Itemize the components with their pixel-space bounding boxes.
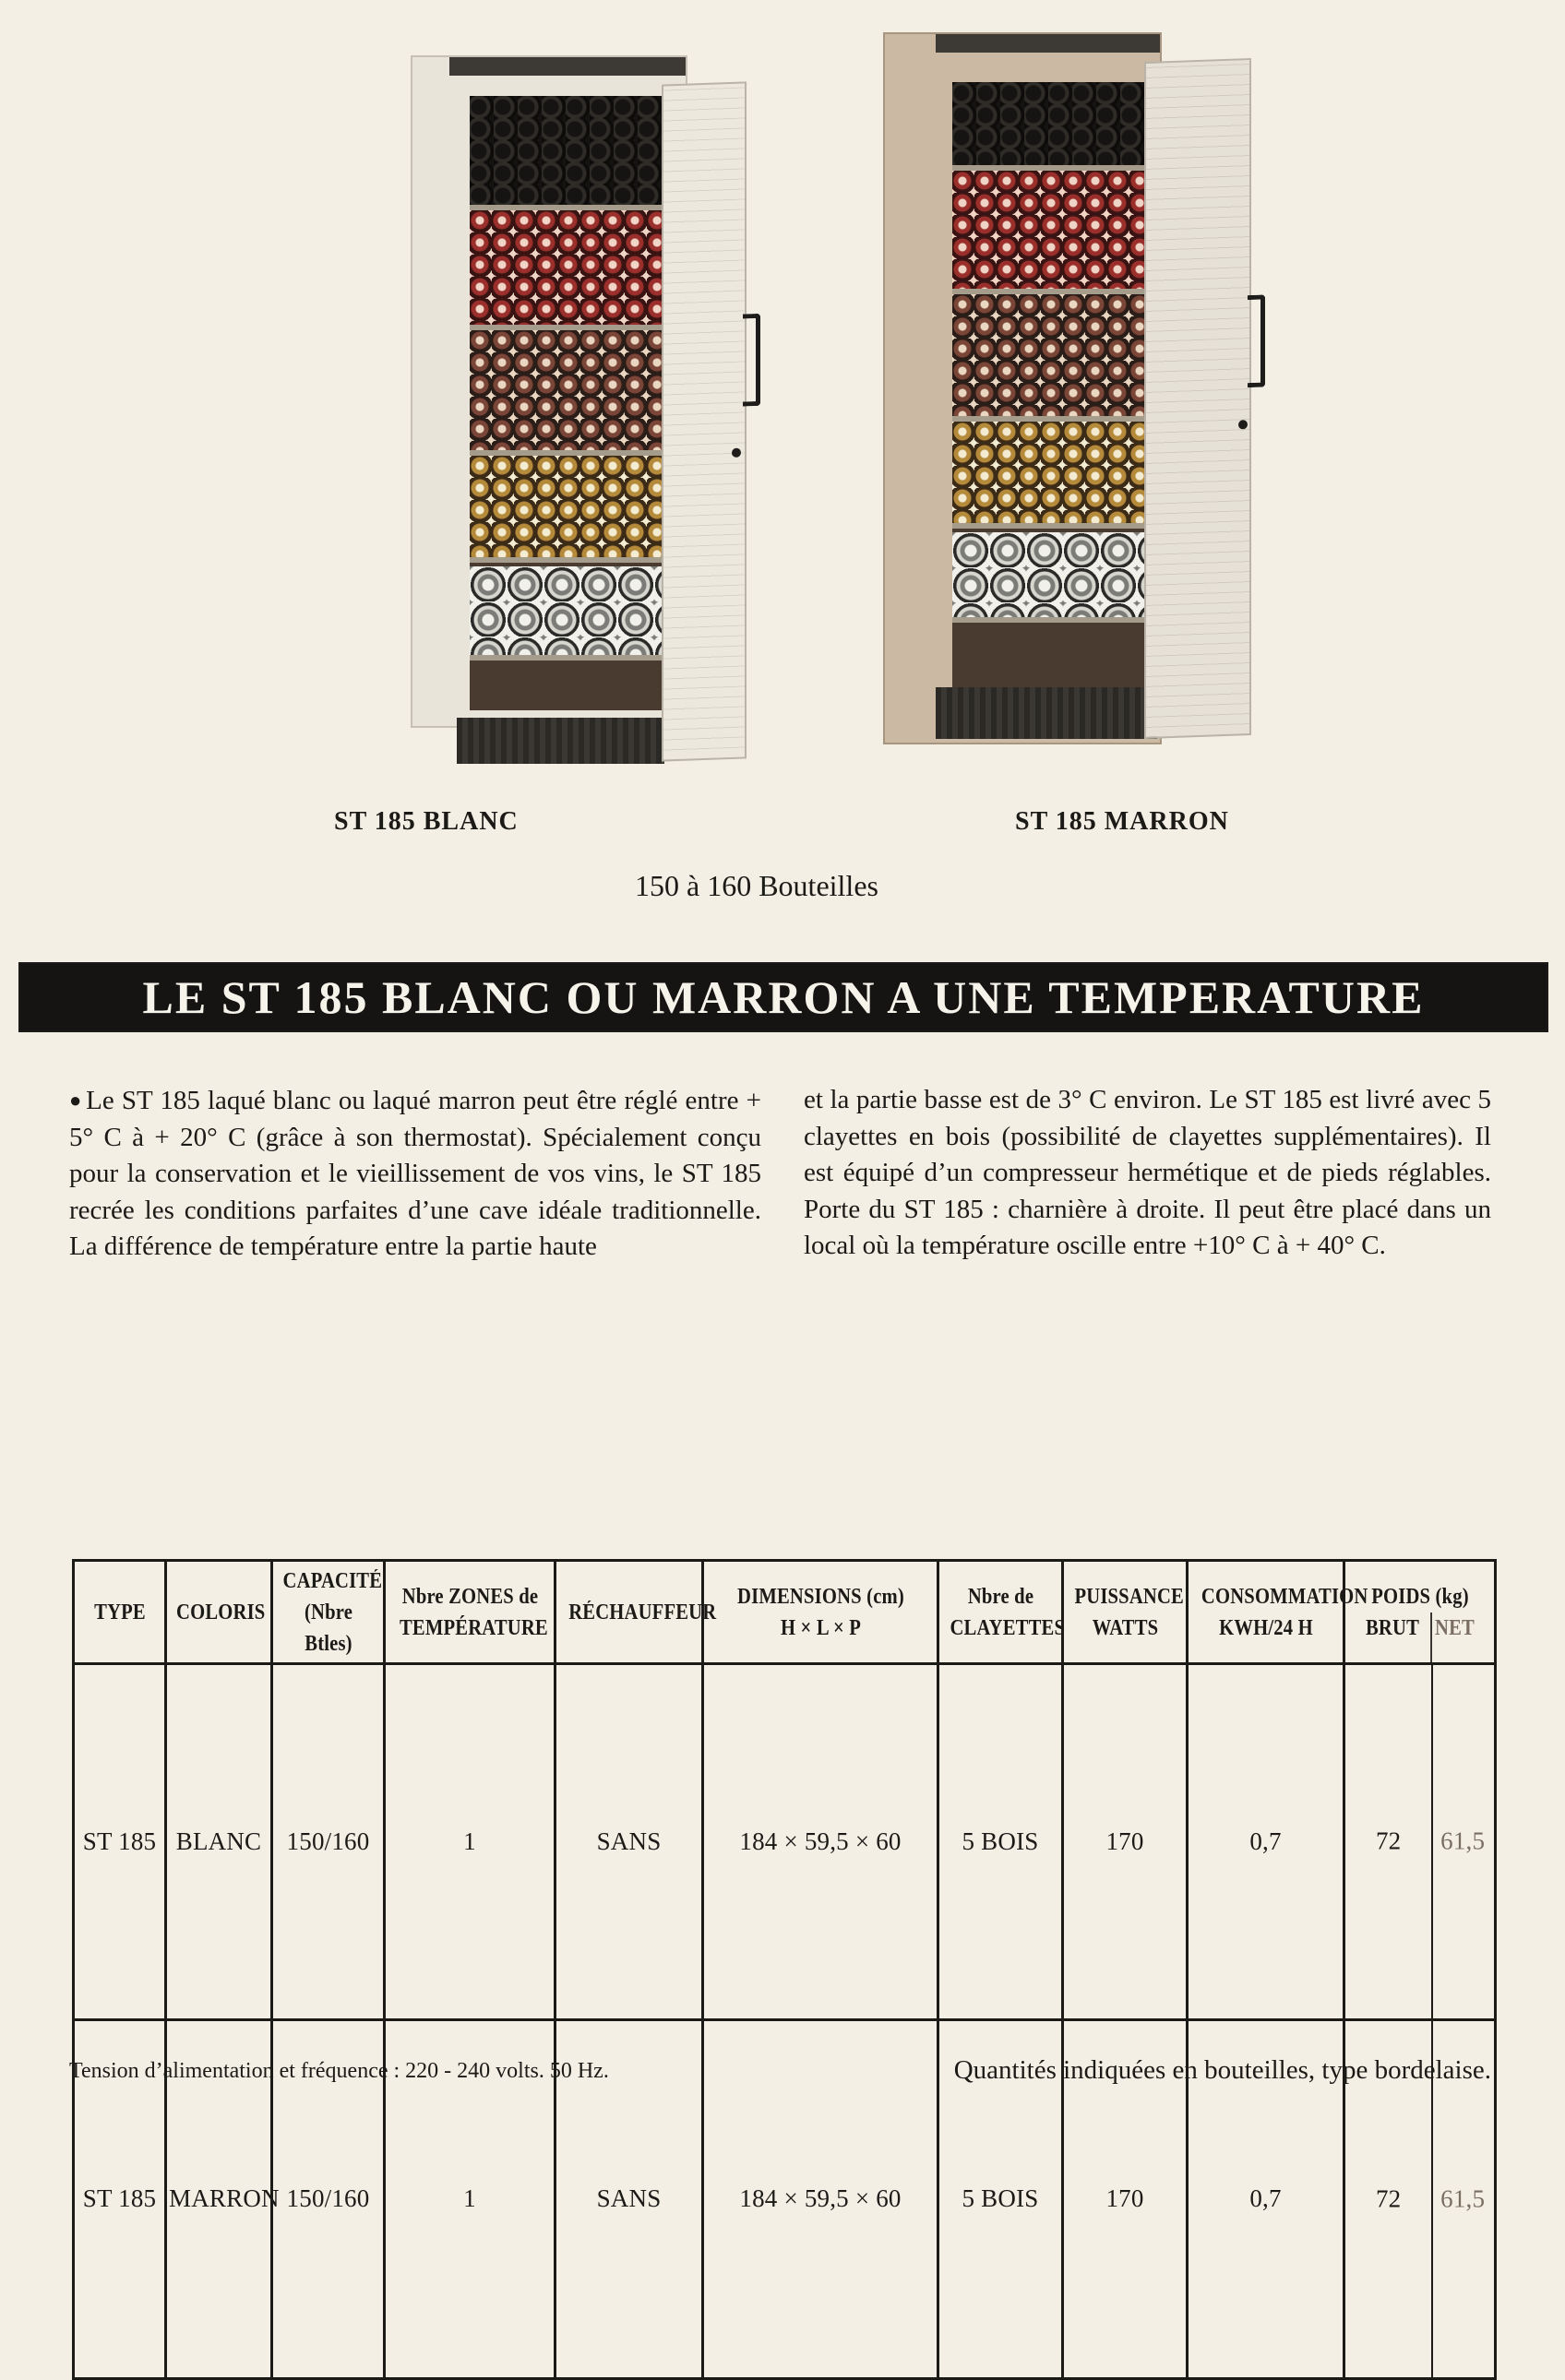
cabinet-blanc-photo — [411, 55, 761, 779]
cell-coloris: BLANC — [166, 1664, 272, 2020]
header-consommation: CONSOMMATION KWH/24 H — [1198, 1561, 1332, 1664]
description-text-1: Le ST 185 laqué blanc ou laqué marron peut être réglé entre + 5° C à + 20° C (grâce à son thermostat). Spécialement conçu pour la conservation et le vieillissement de vos vins, le ST 185 recrée les conditions parfaites d’une cave idéale traditionnelle. La différence de température entre la partie haute — [69, 1086, 761, 1262]
shelf-rose-bottles — [952, 294, 1155, 422]
cell-brut: 72 — [1375, 1827, 1402, 1855]
caption-st185-blanc: ST 185 BLANC — [334, 807, 519, 836]
door-lock-icon — [1238, 420, 1248, 429]
cabinet-body — [883, 32, 1162, 744]
cabinet-interior — [952, 82, 1155, 700]
cell-dimensions: 184 × 59,5 × 60 — [703, 1664, 938, 2020]
cell-brut: 72 — [1375, 2184, 1402, 2213]
caption-st185-marron: ST 185 MARRON — [1015, 807, 1229, 836]
shelf-amber-bottles — [470, 456, 675, 563]
cabinet-top-grille — [449, 57, 686, 76]
shelf-red-bottles — [952, 171, 1155, 294]
cell-puissance: 170 — [1063, 1664, 1188, 2020]
shelf-bottle-ends — [470, 566, 675, 660]
cell-capacite: 150/160 — [272, 2019, 385, 2378]
cell-rechauffeur: SANS — [556, 1664, 703, 2020]
header-net: NET — [1434, 1615, 1475, 1640]
shelf-dark-bottles — [470, 96, 675, 210]
door-handle-icon — [743, 314, 760, 407]
cabinet-door — [1144, 58, 1251, 739]
shelf-dark-bottles — [952, 82, 1155, 171]
cell-type: ST 185 — [74, 2019, 166, 2378]
footer-voltage-note: Tension d’alimentation et fréquence : 220 - 240 volts. 50 Hz. — [69, 2059, 609, 2083]
cell-clayettes: 5 BOIS — [938, 2019, 1063, 2378]
description-column-2: et la partie basse est de 3° C environ. Le ST 185 est livré avec 5 clayettes en bois (possibilité de clayettes supplémentaires). Il est équipé d’un compresseur hermétique et de pieds réglables. Porte du ST 185 : charnière à droite. Il peut être placé dans un local où la température oscille entre +10° C à + 40° C. — [804, 1085, 1491, 1261]
spec-table — [72, 1559, 1497, 2380]
header-clayettes: Nbre de CLAYETTES — [947, 1561, 1054, 1664]
cabinet-base-grille — [936, 687, 1157, 739]
cell-capacite: 150/160 — [272, 1664, 385, 2020]
table-row — [74, 1664, 1496, 2020]
cell-net: 61,5 — [1440, 1827, 1486, 1855]
capacity-caption: 150 à 160 Bouteilles — [635, 869, 878, 902]
cell-clayettes: 5 BOIS — [938, 1664, 1063, 2020]
shelf-bottle-ends — [952, 532, 1155, 623]
header-type: TYPE — [80, 1561, 160, 1664]
table-header-row — [74, 1561, 1496, 1664]
shelf-rose-bottles — [470, 330, 675, 456]
bullet-icon: ● — [69, 1089, 83, 1112]
description-column-1 — [69, 1082, 761, 1266]
header-coloris: COLORIS — [173, 1561, 265, 1664]
shelf-red-bottles — [470, 210, 675, 330]
header-brut: BRUT — [1365, 1615, 1419, 1640]
header-puissance: PUISSANCE WATTS — [1071, 1561, 1178, 1664]
cell-net: 61,5 — [1440, 2184, 1486, 2213]
footer-quantity-note: Quantités indiquées en bouteilles, type bordelaise. — [953, 2055, 1491, 2085]
temperature-banner: LE ST 185 BLANC OU MARRON A UNE TEMPERATURE — [20, 964, 1547, 1030]
cell-poids — [1344, 1664, 1496, 2020]
cell-dimensions: 184 × 59,5 × 60 — [703, 2019, 938, 2378]
shelf-amber-bottles — [952, 422, 1155, 529]
header-poids: POIDS (kg) BRUT NET — [1355, 1561, 1485, 1664]
cabinet-door — [662, 81, 747, 761]
cabinet-body — [411, 55, 687, 728]
door-handle-icon — [1248, 294, 1265, 387]
cell-coloris: MARRON — [166, 2019, 272, 2378]
cell-zones: 1 — [385, 1664, 556, 2020]
cabinet-base-grille — [457, 718, 664, 764]
header-rechauffeur: RÉCHAUFFEUR — [566, 1561, 693, 1664]
cell-type: ST 185 — [74, 1664, 166, 2020]
cabinet-interior — [470, 96, 675, 710]
cell-rechauffeur: SANS — [556, 2019, 703, 2378]
header-zones: Nbre ZONES de TEMPÉRATURE — [396, 1561, 543, 1664]
cabinet-marron-photo — [881, 32, 1283, 756]
header-capacite: CAPACITÉ (Nbre Btles) — [280, 1561, 376, 1664]
cell-zones: 1 — [385, 2019, 556, 2378]
cell-consommation: 0,7 — [1188, 1664, 1344, 2020]
door-lock-icon — [732, 448, 741, 458]
cell-consommation: 0,7 — [1188, 2019, 1344, 2378]
cabinet-top-grille — [936, 34, 1160, 53]
cell-puissance: 170 — [1063, 2019, 1188, 2378]
header-dimensions: DIMENSIONS (cm) H × L × P — [719, 1561, 921, 1664]
